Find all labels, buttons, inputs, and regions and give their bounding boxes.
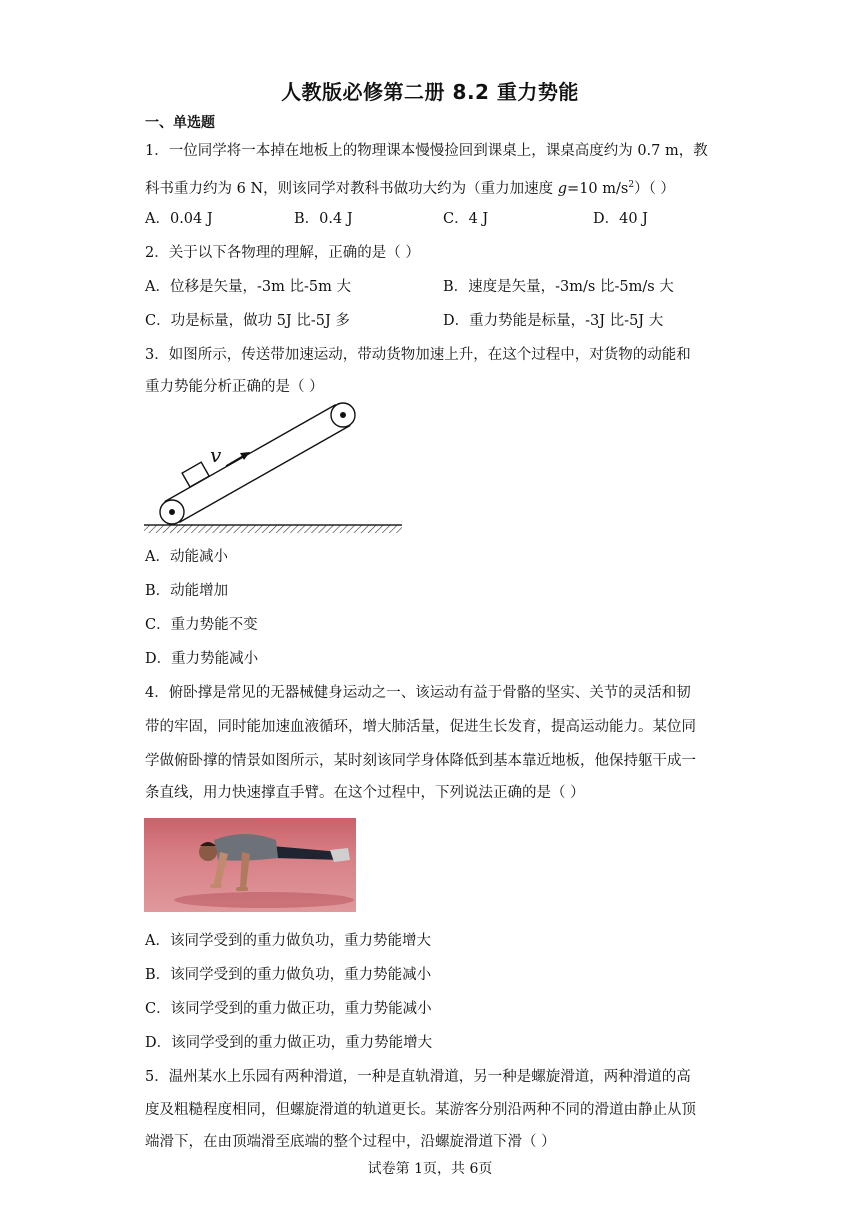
q5-stem-line-3: 端滑下，在由顶端滑至底端的整个过程中，沿螺旋滑道下滑（ ）	[145, 1134, 556, 1150]
velocity-arrow-icon	[226, 452, 250, 466]
q3-option-a: A．动能减小	[145, 549, 228, 565]
q1-stem-line-2: 科书重力约为 6 N，则该同学对教科书做功大约为（重力加速度 g=10 $m/s^2$）（ ）	[145, 180, 675, 197]
q1-stem-line-1: 1．一位同学将一本掉在地板上的物理课本慢慢捡回到课桌上，课桌高度约为 0.7 m，教	[145, 143, 708, 159]
q5-stem-line-1: 5．温州某水上乐园有两种滑道，一种是直轨滑道，另一种是螺旋滑道，两种滑道的高	[145, 1069, 691, 1085]
q4-option-c: C．该同学受到的重力做正功，重力势能减小	[145, 1001, 432, 1017]
q1-option-a: A．0.04 J	[145, 211, 213, 227]
pushup-photo	[144, 818, 356, 912]
section-heading: 一、单选题	[145, 115, 215, 131]
q2-option-d: D．重力势能是标量，-3J 比-5J 大	[443, 313, 664, 329]
upper-pulley-axle	[340, 412, 346, 418]
q2-option-a: A．位移是矢量，-3m 比-5m 大	[145, 279, 351, 295]
cargo-box	[182, 462, 209, 487]
q4-stem-line-1: 4．俯卧撑是常见的无器械健身运动之一、该运动有益于骨骼的坚实、关节的灵活和韧	[145, 685, 691, 701]
page-title: 人教版必修第二册 8.2 重力势能	[281, 80, 579, 104]
q4-stem-line-3: 学做俯卧撑的情景如图所示，某时刻该同学身体降低到基本靠近地板，他保持躯干成一	[145, 753, 696, 769]
conveyor-belt-figure	[140, 400, 408, 540]
q3-stem-line-1: 3．如图所示，传送带加速运动，带动货物加速上升，在这个过程中，对货物的动能和	[145, 347, 691, 363]
q3-option-d: D．重力势能减小	[145, 651, 259, 667]
lower-pulley-axle	[169, 509, 175, 515]
q2-option-c: C．功是标量，做功 5J 比-5J 多	[145, 313, 350, 329]
q3-stem-line-2: 重力势能分析正确的是（ ）	[145, 379, 324, 395]
q4-option-a: A．该同学受到的重力做负功，重力势能增大	[145, 933, 431, 949]
ground-hatch	[144, 525, 402, 533]
q1-option-c: C．4 J	[443, 211, 489, 227]
q3-option-b: B．动能增加	[145, 583, 229, 599]
q5-stem-line-2: 度及粗糙程度相同，但螺旋滑道的轨道更长。某游客分别沿两种不同的滑道由静止从顶	[145, 1102, 696, 1118]
velocity-label: v	[210, 443, 222, 467]
page-footer: 试卷第 1页，共 6页	[367, 1161, 493, 1177]
q2-option-b: B．速度是矢量，-3m/s 比-5m/s 大	[443, 279, 674, 295]
q1-option-d: D．40 J	[593, 211, 648, 227]
q2-stem: 2．关于以下各物理的理解，正确的是（ ）	[145, 245, 420, 261]
q4-stem-line-2: 带的牢固，同时能加速血液循环，增大肺活量，促进生长发育，提高运动能力。某位同	[145, 719, 696, 735]
q4-option-b: B．该同学受到的重力做负功，重力势能减小	[145, 967, 432, 983]
q4-stem-line-4: 条直线，用力快速撑直手臂。在这个过程中，下列说法正确的是（ ）	[145, 785, 585, 801]
belt	[165, 405, 351, 523]
q4-option-d: D．该同学受到的重力做正功，重力势能增大	[145, 1035, 433, 1051]
q1-option-b: B．0.4 J	[294, 211, 353, 227]
q3-option-c: C．重力势能不变	[145, 617, 258, 633]
